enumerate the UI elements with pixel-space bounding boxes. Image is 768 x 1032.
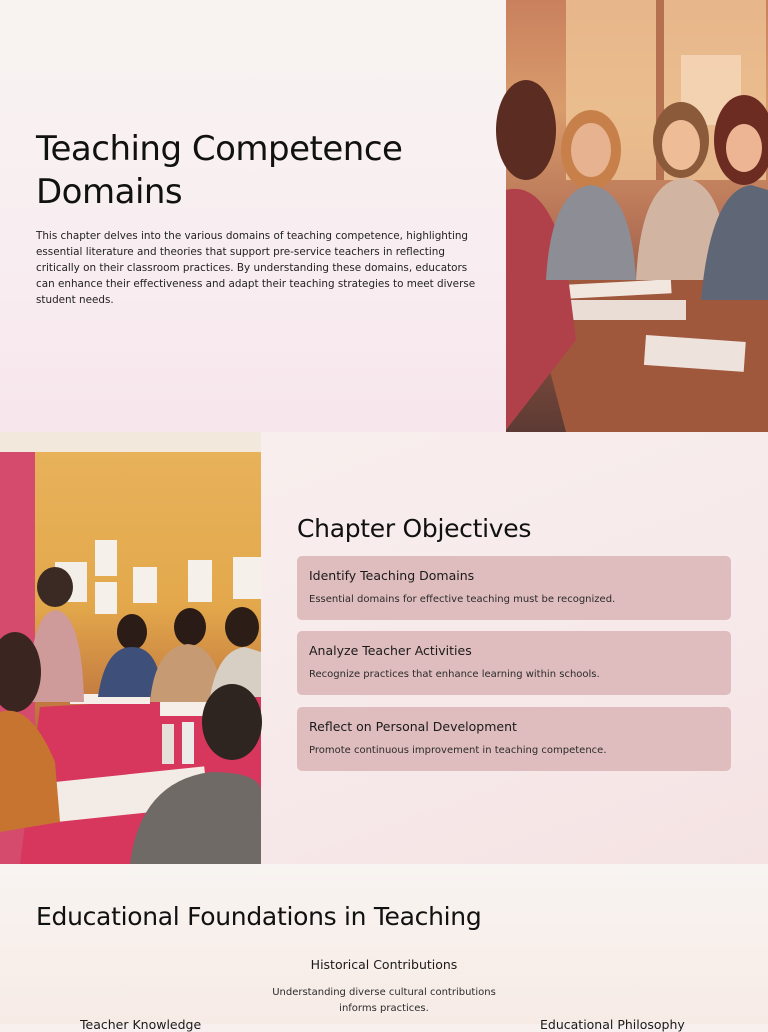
objective-title: Reflect on Personal Development [309, 719, 517, 734]
slide-intro [0, 0, 768, 432]
objective-card [297, 556, 731, 620]
objective-description: Essential domains for effective teaching must be recognized. [309, 594, 616, 605]
foundations-heading: Educational Foundations in Teaching [36, 902, 482, 931]
page-title: Teaching Competence Domains [36, 129, 403, 212]
teacher-knowledge-title: Teacher Knowledge [80, 1017, 202, 1032]
objective-card [297, 631, 731, 695]
slide-objectives [0, 432, 768, 864]
educational-philosophy-title: Educational Philosophy [540, 1017, 685, 1032]
objective-card [297, 707, 731, 771]
objectives-heading: Chapter Objectives [297, 514, 532, 543]
intro-description: This chapter delves into the various domains of teaching competence, highlighting essential literature and theories that support pre-service teachers in reflecting critically on their classroom practices. By understanding these domains, educators can enhance their effectiveness and adapt their teaching strategies to meet diverse student needs. [36, 230, 476, 306]
objective-title: Identify Teaching Domains [309, 568, 475, 583]
teachers-discussion-photo [506, 0, 768, 432]
classroom-group-photo [0, 432, 261, 864]
objective-description: Promote continuous improvement in teaching competence. [309, 745, 607, 756]
objective-title: Analyze Teacher Activities [309, 643, 472, 658]
slide-foundations [0, 864, 768, 1032]
historical-contributions-title: Historical Contributions [310, 957, 458, 972]
objective-description: Recognize practices that enhance learning within schools. [309, 669, 600, 680]
historical-contributions-description: Understanding diverse cultural contributions informs practices. [272, 987, 496, 1014]
